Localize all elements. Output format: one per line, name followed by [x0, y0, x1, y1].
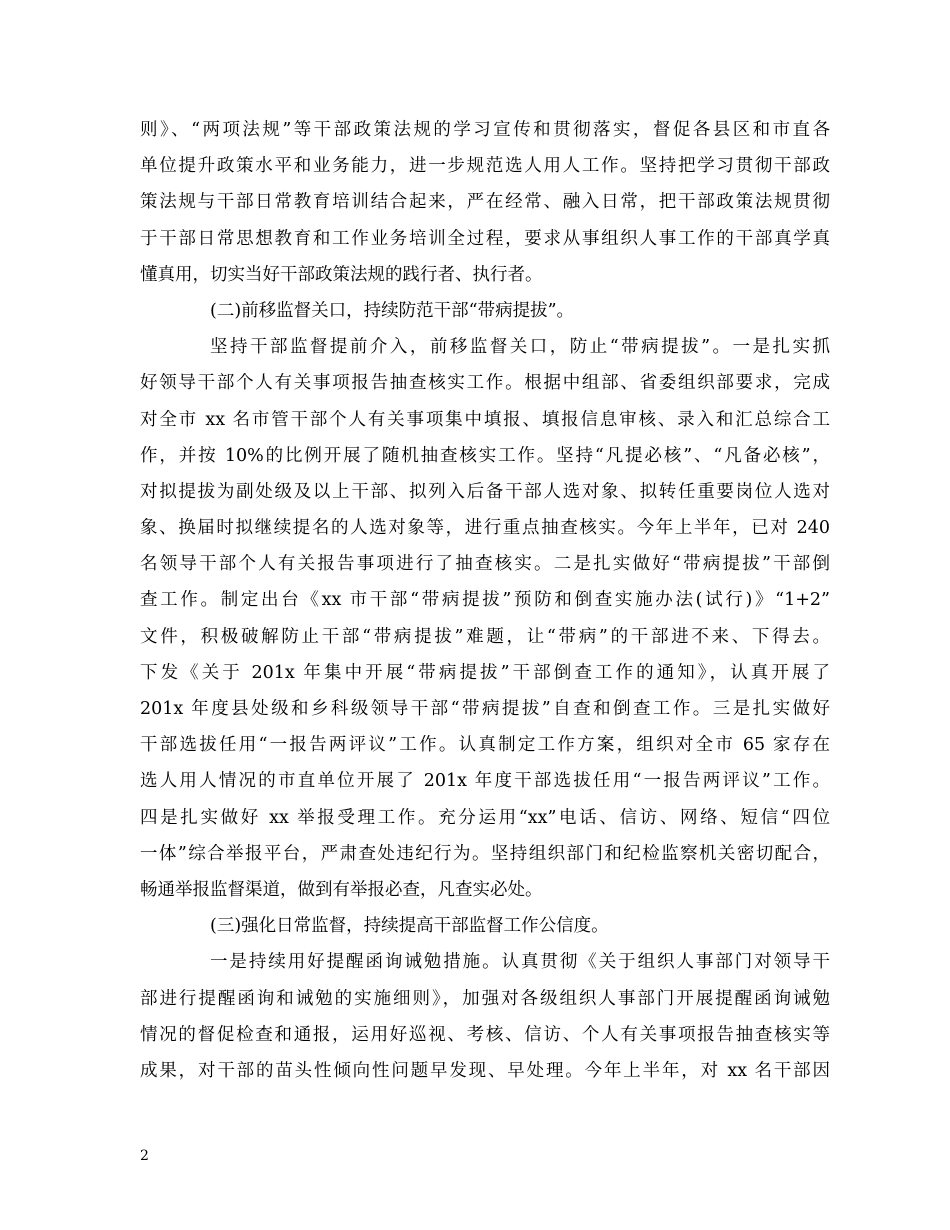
text-line: 查工作。制定出台《xx 市干部“带病提拔”预防和倒查实施办法(试行)》“1+2” [140, 590, 830, 611]
text-line: 成果，对干部的苗头性倾向性问题早发现、早处理。今年上半年，对 xx 名干部因 [140, 1060, 830, 1081]
text-line: 一体”综合举报平台，严肃查处违纪行为。坚持组织部门和纪检监察机关密切配合， [140, 843, 830, 864]
text-line: 于干部日常思想教育和工作业务培训全过程，要求从事组织人事工作的干部真学真 [140, 228, 830, 249]
text-line: 作，并按 10%的比例开展了随机抽查核实工作。坚持“凡提必核”、“凡备必核”， [140, 445, 830, 466]
text-line: 坚持干部监督提前介入，前移监督关口，防止“带病提拔”。一是扎实抓 [210, 337, 830, 358]
text-line: 一是持续用好提醒函询诫勉措施。认真贯彻《关于组织人事部门对领导干 [210, 952, 830, 973]
text-line: 则》、“两项法规”等干部政策法规的学习宣传和贯彻落实，督促各县区和市直各 [140, 120, 830, 140]
text-line: 四是扎实做好 xx 举报受理工作。充分运用“xx”电话、信访、网络、短信“四位 [140, 807, 830, 828]
text-line: 象、换届时拟继续提名的人选对象等，进行重点抽查核实。今年上半年，已对 240 [140, 518, 830, 539]
text-line: 对全市 xx 名市管干部个人有关事项集中填报、填报信息审核、录入和汇总综合工 [140, 409, 830, 430]
section-heading: (三)强化日常监督，持续提高干部监督工作公信度。 [210, 916, 609, 937]
text-line: 选人用人情况的市直单位开展了 201x 年度干部选拔任用“一报告两评议”工作。 [140, 771, 830, 792]
section-heading: (二)前移监督关口，持续防范干部“带病提拔”。 [210, 300, 575, 321]
text-line: 情况的督促检查和通报，运用好巡视、考核、信访、个人有关事项报告抽查核实等 [140, 1024, 830, 1045]
text-line: 名领导干部个人有关报告事项进行了抽查核实。二是扎实做好“带病提拔”干部倒 [140, 554, 830, 575]
text-line: 干部选拔任用“一报告两评议”工作。认真制定工作方案，组织对全市 65 家存在 [140, 735, 830, 756]
text-line: 文件，积极破解防止干部“带病提拔”难题，让“带病”的干部进不来、下得去。 [140, 626, 830, 647]
text-line: 201x 年度县处级和乡科级领导干部“带病提拔”自查和倒查工作。三是扎实做好 [140, 699, 830, 719]
text-line: 懂真用，切实当好干部政策法规的践行者、执行者。 [140, 264, 543, 285]
text-line: 策法规与干部日常教育培训结合起来，严在经常、融入日常，把干部政策法规贯彻 [140, 192, 830, 213]
text-line: 畅通举报监督渠道，做到有举报必查，凡查实必处。 [140, 879, 543, 900]
text-line: 好领导干部个人有关事项报告抽查核实工作。根据中组部、省委组织部要求，完成 [140, 373, 830, 394]
text-line: 对拟提拔为副处级及以上干部、拟列入后备干部人选对象、拟转任重要岗位人选对 [140, 481, 830, 502]
page-number: 2 [140, 1148, 149, 1164]
text-line: 单位提升政策水平和业务能力，进一步规范选人用人工作。坚持把学习贯彻干部政 [140, 156, 830, 177]
text-line: 下发《关于 201x 年集中开展“带病提拔”干部倒查工作的通知》，认真开展了 [140, 662, 830, 683]
body-text [140, 112, 830, 1089]
text-line: 部进行提醒函询和诫勉的实施细则》，加强对各级组织人事部门开展提醒函询诫勉 [140, 988, 830, 1009]
